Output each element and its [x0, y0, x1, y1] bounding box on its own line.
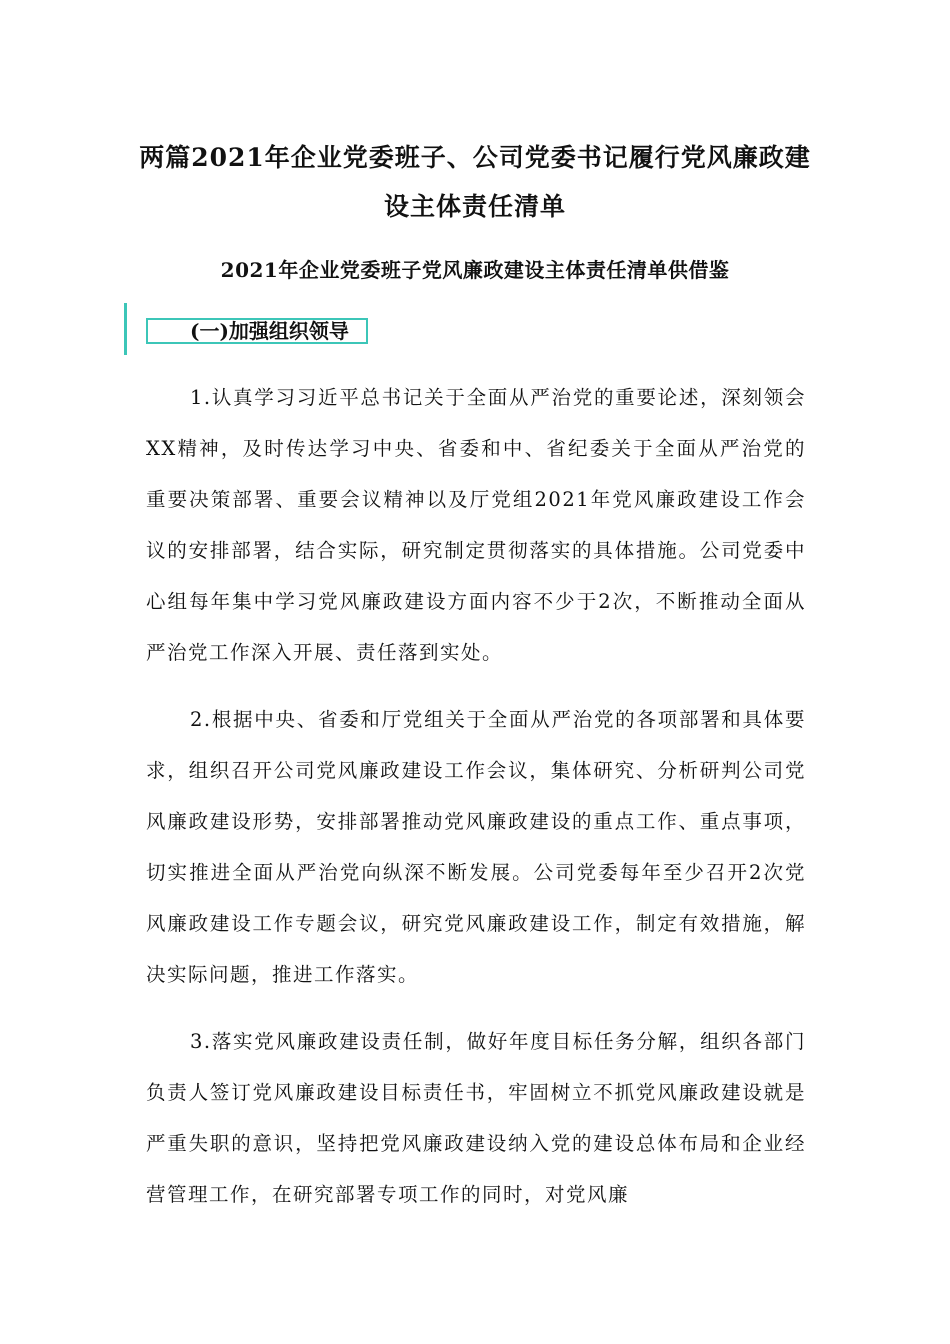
document-title-line-2: 设主体责任清单: [383, 192, 566, 221]
paragraph-3: 3.落实党风廉政建设责任制，做好年度目标任务分解，组织各部门负责人签订党风廉政建设目标责任书，牢固树立不抓党风廉政建设就是严重失职的意识，坚持把党风廉政建设纳入党的建设总体布局和企业经营管理工作，在研究部署专项工作的同时，对党风廉: [146, 1030, 806, 1206]
paragraph-1: 1.认真学习习近平总书记关于全面从严治党的重要论述，深刻领会XX精神，及时传达学习中央、省委和中、省纪委关于全面从严治党的重要决策部署、重要会议精神以及厅党组2021年党风廉政建设工作会议的安排部署，结合实际，研究制定贯彻落实的具体措施。公司党委中心组每年集中学习党风廉政建设方面内容不少于2次，不断推动全面从严治党工作深入开展、责任落到实处。: [146, 386, 806, 664]
paragraph-2: 2.根据中央、省委和厅党组关于全面从严治党的各项部署和具体要求，组织召开公司党风廉政建设工作会议，集体研究、分析研判公司党风廉政建设形势，安排部署推动党风廉政建设的重点工作、重点事项，切实推进全面从严治党向纵深不断发展。公司党委每年至少召开2次党风廉政建设工作专题会议，研究党风廉政建设工作，制定有效措施，解决实际问题，推进工作落实。: [146, 708, 806, 986]
section-marker-bar: [124, 303, 127, 355]
document-title-line-1: 两篇2021年企业党委班子、公司党委书记履行党风廉政建: [139, 143, 811, 172]
document-subtitle: 2021年企业党委班子党风廉政建设主体责任清单供借鉴: [220, 258, 730, 282]
section-heading: (一)加强组织领导: [190, 319, 349, 343]
